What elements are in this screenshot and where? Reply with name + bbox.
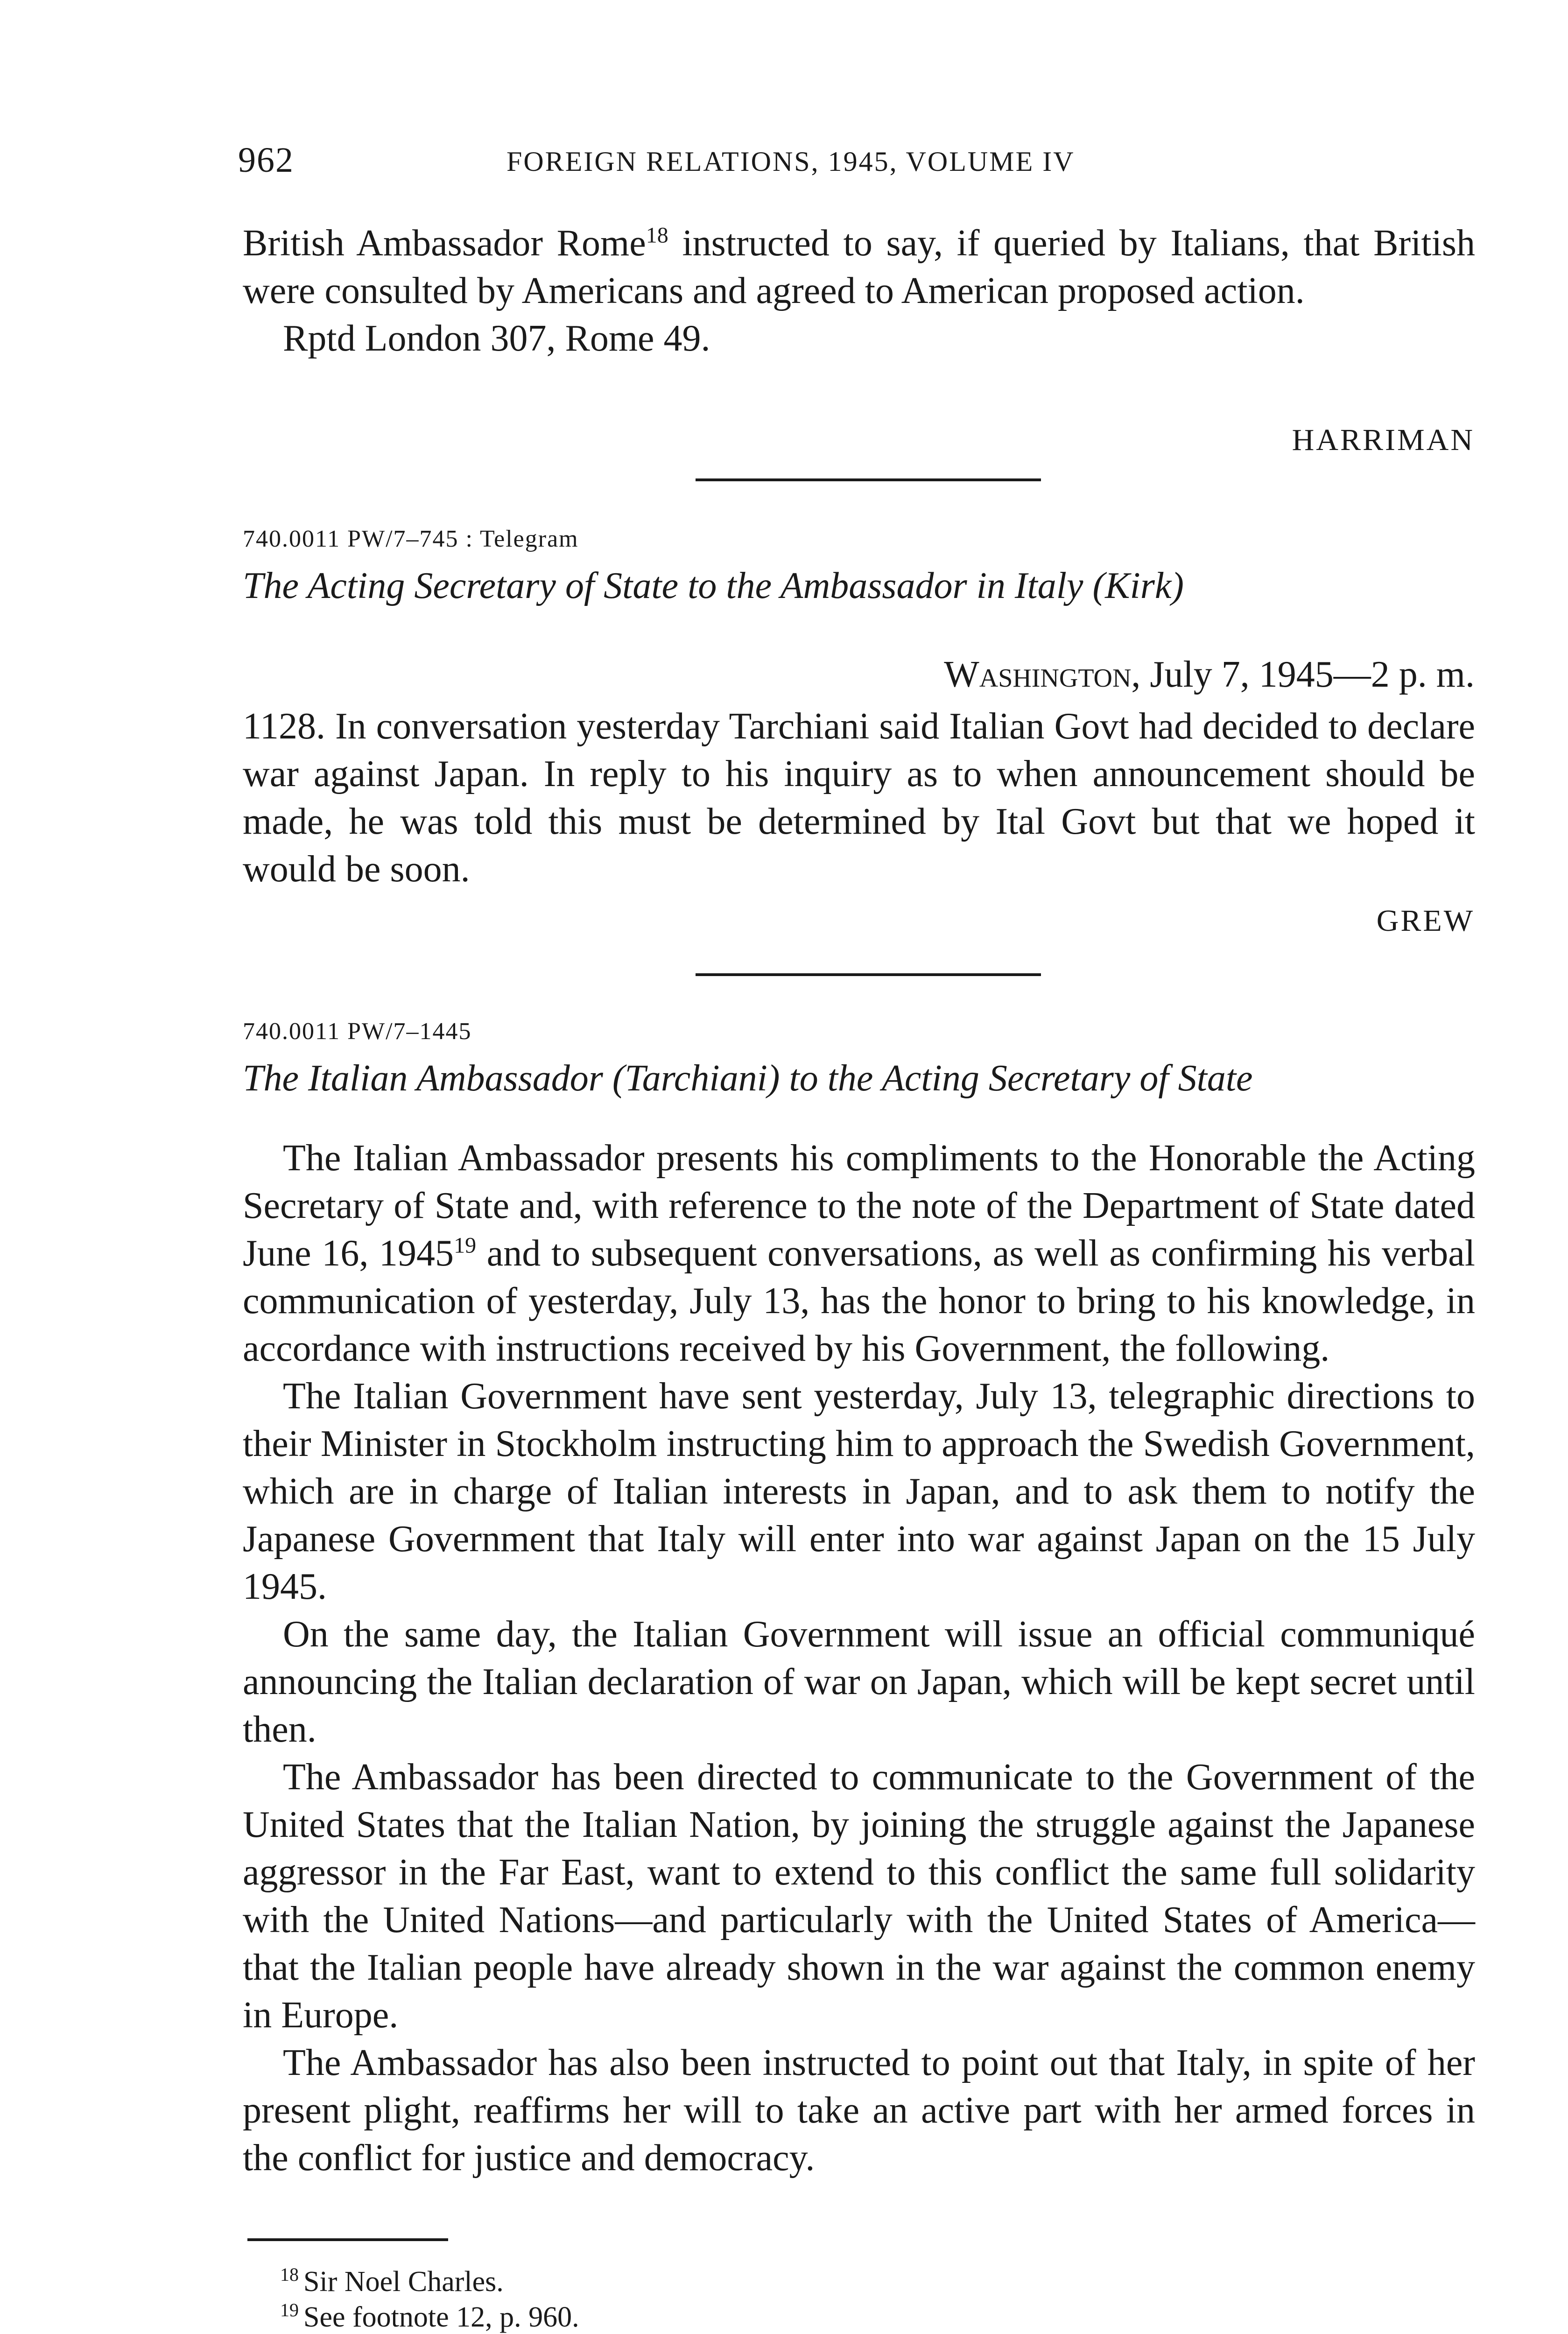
file-reference: 740.0011 PW/7–745 : Telegram: [243, 526, 579, 552]
document-body: [243, 703, 1475, 893]
dateline-date: July 7, 1945—2 p. m.: [1140, 654, 1475, 695]
footnote-text: Sir Noel Charles.: [303, 2266, 504, 2298]
paragraph: Rptd London 307, Rome 49.: [283, 318, 710, 359]
footnote: [280, 2299, 579, 2334]
paragraph-text: instructed to say, if queried by Italians, that British were consulted by Americans and agreed to American proposed action.: [243, 223, 1475, 311]
paragraph: 1128. In conversation yesterday Tarchiani said Italian Govt had decided to declare war against Japan. In reply to his inquiry as to when announcement should be made, he was told this must be determined by Ital Govt but that we hoped it would be soon.: [243, 706, 1475, 890]
footnote-text: See footnote 12, p. 960.: [303, 2301, 579, 2333]
footnote: [280, 2264, 579, 2299]
signature: GREW: [1376, 904, 1475, 938]
section-divider: [696, 478, 1041, 481]
footnote-mark: 19: [280, 2299, 299, 2321]
document-title: The Acting Secretary of State to the Ambassador in Italy (Kirk): [243, 565, 1184, 606]
page-header: [238, 140, 1475, 191]
dateline-place: Washington,: [944, 654, 1141, 695]
paragraph: On the same day, the Italian Government will issue an official communiqué announcing the Italian declaration of war on Japan, which will be kept secret until then.: [243, 1614, 1475, 1750]
section-divider: [696, 973, 1041, 976]
paragraph: [243, 219, 1475, 315]
running-head: FOREIGN RELATIONS, 1945, VOLUME IV: [506, 146, 1075, 177]
document-title: The Italian Ambassador (Tarchiani) to the Acting Secretary of State: [243, 1058, 1253, 1099]
footnote-reference: 19: [454, 1233, 477, 1258]
footnotes: [280, 2264, 579, 2334]
signature: HARRIMAN: [1292, 423, 1475, 457]
document-body: [243, 1134, 1475, 2182]
paragraph-text: and to subsequent conversations, as well as confirming his verbal communication of yesterday, July 13, has the honor to bring to his knowledge, in accordance with instructions received by his Government, the following.: [243, 1233, 1475, 1369]
paragraph: The Ambassador has been directed to communicate to the Government of the United States that the Italian Nation, by joining the struggle against the Japanese aggressor in the Far East, want to extend to this conflict the same full solidarity with the United Nations—and particularly with the United States of America—that the Italian people have already shown in the war against the common enemy in Europe.: [243, 1757, 1475, 2036]
paragraph: [243, 1134, 1475, 1372]
file-reference: 740.0011 PW/7–1445: [243, 1018, 472, 1045]
paragraph-text: The Italian Ambassador presents his compliments to the Honorable the Acting Secretary of State and, with reference to the note of the Department of State dated June 16, 1945: [243, 1138, 1475, 1274]
previous-document-text: [243, 219, 1475, 362]
footnote-mark: 18: [280, 2264, 299, 2285]
paragraph: The Italian Government have sent yesterday, July 13, telegraphic directions to their Minister in Stockholm instructing him to approach the Swedish Government, which are in charge of Italian interests in Japan, and to ask them to notify the Japanese Government that Italy will enter into war against Japan on the 15 July 1945.: [243, 1376, 1475, 1607]
footnote-reference: 18: [646, 223, 668, 248]
footnote-divider: [247, 2238, 448, 2241]
page-number: 962: [238, 141, 294, 180]
dateline: [944, 654, 1475, 696]
paragraph: The Ambassador has also been instructed to point out that Italy, in spite of her present plight, reaffirms her will to take an active part with her armed forces in the conflict for justice and democracy.: [243, 2042, 1475, 2179]
paragraph-text: British Ambassador Rome: [243, 223, 646, 264]
